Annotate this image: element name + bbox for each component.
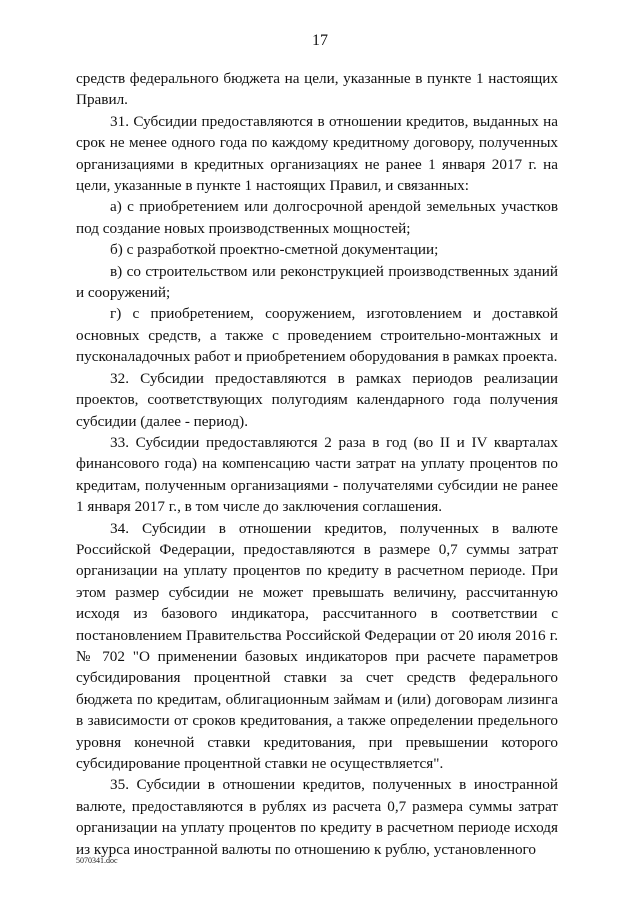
- list-item-b: б) с разработкой проектно-сметной документации;: [110, 241, 439, 259]
- paragraph-35: 35. Субсидии в отношении кредитов, полученных в иностранной валюте, предоставляются в рублях из расчета 0,7 размера суммы затрат организации на уплату процентов по кредиту в расчетном периоде исходя из курса иностранной валюты по отношению к рублю, установленного: [76, 776, 558, 858]
- paragraph-continuation: средств федерального бюджета на цели, указанные в пункте 1 настоящих Правил.: [76, 70, 558, 109]
- document-body: [76, 68, 558, 860]
- paragraph-33: 33. Субсидии предоставляются 2 раза в год (во II и IV кварталах финансового года) на компенсацию части затрат на уплату процентов по кредитам, полученным организациями - получателями субсидии не ранее 1 января 2017 г., в том числе до заключения соглашения.: [76, 433, 558, 516]
- paragraph-34: 34. Субсидии в отношении кредитов, полученных в валюте Российской Федерации, предоставляются в размере 0,7 суммы затрат организации на уплату процентов по кредиту в расчетном периоде. При этом размер субсидии не может превышать величину, рассчитанную исходя из базового индикатора, рассчитанного в соответствии с постановлением Правительства Российской Федерации от 20 июля 2016 г. № 702 "О применении базовых индикаторов при расчете параметров субсидирования процентной ставки за счет средств федерального бюджета по кредитам, облигационным займам и (или) договорам лизинга в зависимости от сроков кредитования, а также определении предельного уровня конечной ставки кредитования, при превышении которого субсидирование процентной ставки не осуществляется".: [76, 519, 558, 772]
- list-item-a: а) с приобретением или долгосрочной арендой земельных участков под создание новых производственных мощностей;: [76, 198, 558, 237]
- paragraph-32: 32. Субсидии предоставляются в рамках периодов реализации проектов, соответствующих полугодиям календарного года получения субсидии (далее - период).: [76, 369, 558, 430]
- list-item-v: в) со строительством или реконструкцией производственных зданий и сооружений;: [76, 262, 558, 302]
- footer-file-name: 5070341.doc: [76, 856, 118, 865]
- paragraph-31: 31. Субсидии предоставляются в отношении кредитов, выданных на срок не менее одного года по каждому кредитному договору, полученных организациями в кредитных организациях не ранее 1 января 2017 г. на цели, указанные в пункте 1 настоящих Правил, и связанных:: [76, 112, 558, 195]
- page-number: 17: [312, 32, 328, 49]
- list-item-g: г) с приобретением, сооружением, изготовлением и доставкой основных средств, а также с проведением строительно-монтажных и пусконаладочных работ и приобретением оборудования в рамках проекта.: [76, 305, 558, 366]
